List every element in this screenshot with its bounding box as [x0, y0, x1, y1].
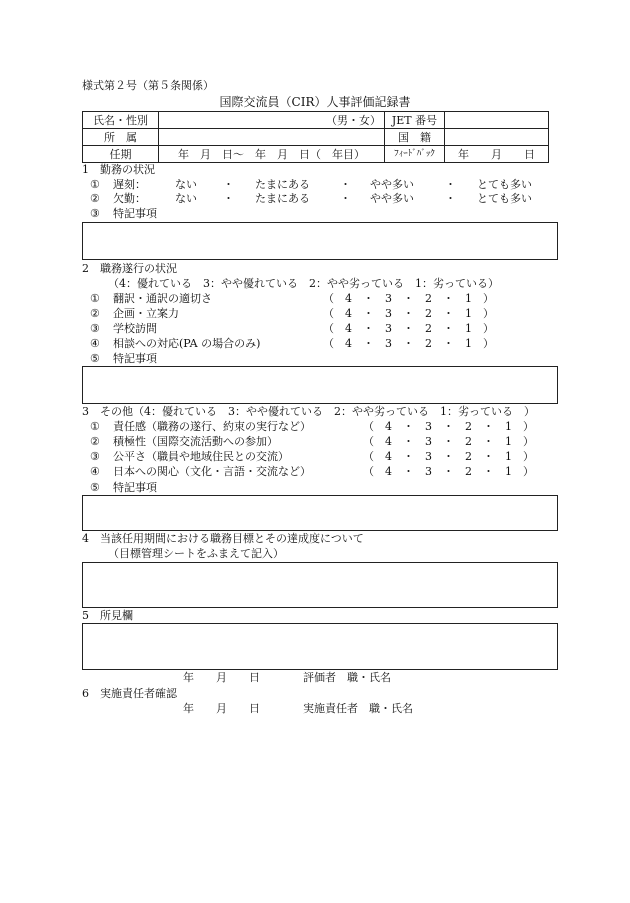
section2-notes-box[interactable] [82, 366, 558, 404]
section2-notes-heading [0, 352, 630, 366]
option-somewhat-often[interactable]: やや多い [370, 192, 414, 205]
item-label: 責任感（職務の遂行、約束の実行など） [113, 420, 311, 433]
jet-number-label: JET 番号 [385, 112, 445, 129]
item-label: 積極性（国際交流活動への参加） [113, 435, 278, 448]
option-none[interactable]: ない [175, 178, 197, 191]
section2-scale: （4：優れている 3：やや優れている 2：やや劣っている 1：劣っている） [108, 277, 499, 290]
separator-dot: ・ [223, 192, 234, 205]
section3-notes-box[interactable] [82, 495, 558, 531]
section6-responsible[interactable]: 実施責任者 職・氏名 [303, 702, 413, 715]
rating-scale[interactable]: （ 4 ・ 3 ・ 2 ・ 1 ） [323, 337, 494, 350]
term-label: 任期 [83, 146, 159, 163]
rating-scale[interactable]: （ 4 ・ 3 ・ 2 ・ 1 ） [363, 450, 534, 463]
separator-dot: ・ [445, 178, 456, 191]
section2-item [0, 307, 630, 321]
section3-item [0, 420, 630, 434]
section3-notes-heading [0, 481, 630, 495]
row-number: ② [90, 192, 100, 205]
option-sometimes[interactable]: たまにある [255, 192, 310, 205]
notes-label: 特記事項 [113, 481, 157, 494]
feedback-date-field[interactable]: 年 月 日 [445, 146, 549, 163]
rating-scale[interactable]: （ 4 ・ 3 ・ 2 ・ 1 ） [363, 420, 534, 433]
row-number: ② [90, 307, 100, 320]
option-sometimes[interactable]: たまにある [255, 178, 310, 191]
section3-item [0, 450, 630, 464]
option-very-often[interactable]: とても多い [477, 192, 532, 205]
item-label: 学校訪問 [113, 322, 157, 335]
section5-title: 5 所見欄 [82, 609, 133, 622]
section2-item [0, 292, 630, 306]
item-label: 企画・立案力 [113, 307, 179, 320]
jet-number-field[interactable] [445, 112, 549, 129]
row-label: 遅刻： [113, 178, 146, 191]
option-none[interactable]: ない [175, 192, 197, 205]
section1-notes-box[interactable] [82, 222, 558, 260]
section3-item [0, 465, 630, 479]
separator-dot: ・ [340, 192, 351, 205]
option-very-often[interactable]: とても多い [477, 178, 532, 191]
section1-row-absence [0, 192, 630, 206]
page-title: 国際交流員（CIR）人事評価記録書 [219, 95, 411, 109]
section3-title: 3 その他（4：優れている 3：やや優れている 2：やや劣っている 1：劣っている ） [82, 405, 535, 418]
separator-dot: ・ [445, 192, 456, 205]
rating-scale[interactable]: （ 4 ・ 3 ・ 2 ・ 1 ） [363, 465, 534, 478]
section2-item [0, 337, 630, 351]
notes-label: 特記事項 [113, 207, 157, 220]
row-label: 欠勤： [113, 192, 146, 205]
separator-dot: ・ [340, 178, 351, 191]
section5-date[interactable]: 年 月 日 [183, 671, 260, 684]
section6-date[interactable]: 年 月 日 [183, 702, 260, 715]
name-gender-field[interactable] [159, 112, 385, 129]
section4-title: 4 当該任用期間における職務目標とその達成度について [82, 532, 364, 545]
row-number: ① [90, 292, 100, 305]
section1-title: 1 勤務の状況 [82, 163, 155, 176]
notes-label: 特記事項 [113, 352, 157, 365]
option-somewhat-often[interactable]: やや多い [370, 178, 414, 191]
rating-scale[interactable]: （ 4 ・ 3 ・ 2 ・ 1 ） [363, 435, 534, 448]
row-number: ④ [90, 465, 100, 478]
section4-goals-box[interactable] [82, 562, 558, 608]
section1-notes-heading [0, 207, 630, 221]
section4-subtitle: （目標管理シートをふまえて記入） [108, 547, 284, 560]
affiliation-label: 所 属 [83, 129, 159, 146]
row-number: ③ [90, 322, 100, 335]
rating-scale[interactable]: （ 4 ・ 3 ・ 2 ・ 1 ） [323, 307, 494, 320]
section5-evaluator[interactable]: 評価者 職・氏名 [303, 671, 391, 684]
section2-title: 2 職務遂行の状況 [82, 262, 177, 275]
row-number: ③ [90, 450, 100, 463]
section5-remarks-box[interactable] [82, 623, 558, 670]
row-number: ① [90, 178, 100, 191]
gender-options: （男・女） [326, 113, 381, 127]
section3-item [0, 435, 630, 449]
separator-dot: ・ [223, 178, 234, 191]
row-number: ⑤ [90, 481, 100, 494]
affiliation-field[interactable] [159, 129, 385, 146]
row-number: ③ [90, 207, 100, 220]
item-label: 翻訳・通訳の適切さ [113, 292, 212, 305]
row-number: ① [90, 420, 100, 433]
item-label: 公平さ（職員や地域住民との交流） [113, 450, 289, 463]
nationality-label: 国 籍 [385, 129, 445, 146]
nationality-field[interactable] [445, 129, 549, 146]
section6-title: 6 実施責任者確認 [82, 687, 177, 700]
rating-scale[interactable]: （ 4 ・ 3 ・ 2 ・ 1 ） [323, 292, 494, 305]
section1-row-lateness [0, 178, 630, 192]
section2-item [0, 322, 630, 336]
name-gender-label: 氏名・性別 [83, 112, 159, 129]
term-field[interactable]: 年 月 日～ 年 月 日（ 年目） [159, 146, 385, 163]
row-number: ⑤ [90, 352, 100, 365]
form-number: 様式第２号（第５条関係） [82, 79, 214, 92]
row-number: ④ [90, 337, 100, 350]
item-label: 日本への関心（文化・言語・交流など） [113, 465, 311, 478]
feedback-label: ﾌｨｰﾄﾞﾊﾞｯｸ [385, 146, 445, 163]
rating-scale[interactable]: （ 4 ・ 3 ・ 2 ・ 1 ） [323, 322, 494, 335]
item-label: 相談への対応(PA の場合のみ) [113, 337, 261, 350]
row-number: ② [90, 435, 100, 448]
header-table [82, 111, 549, 163]
